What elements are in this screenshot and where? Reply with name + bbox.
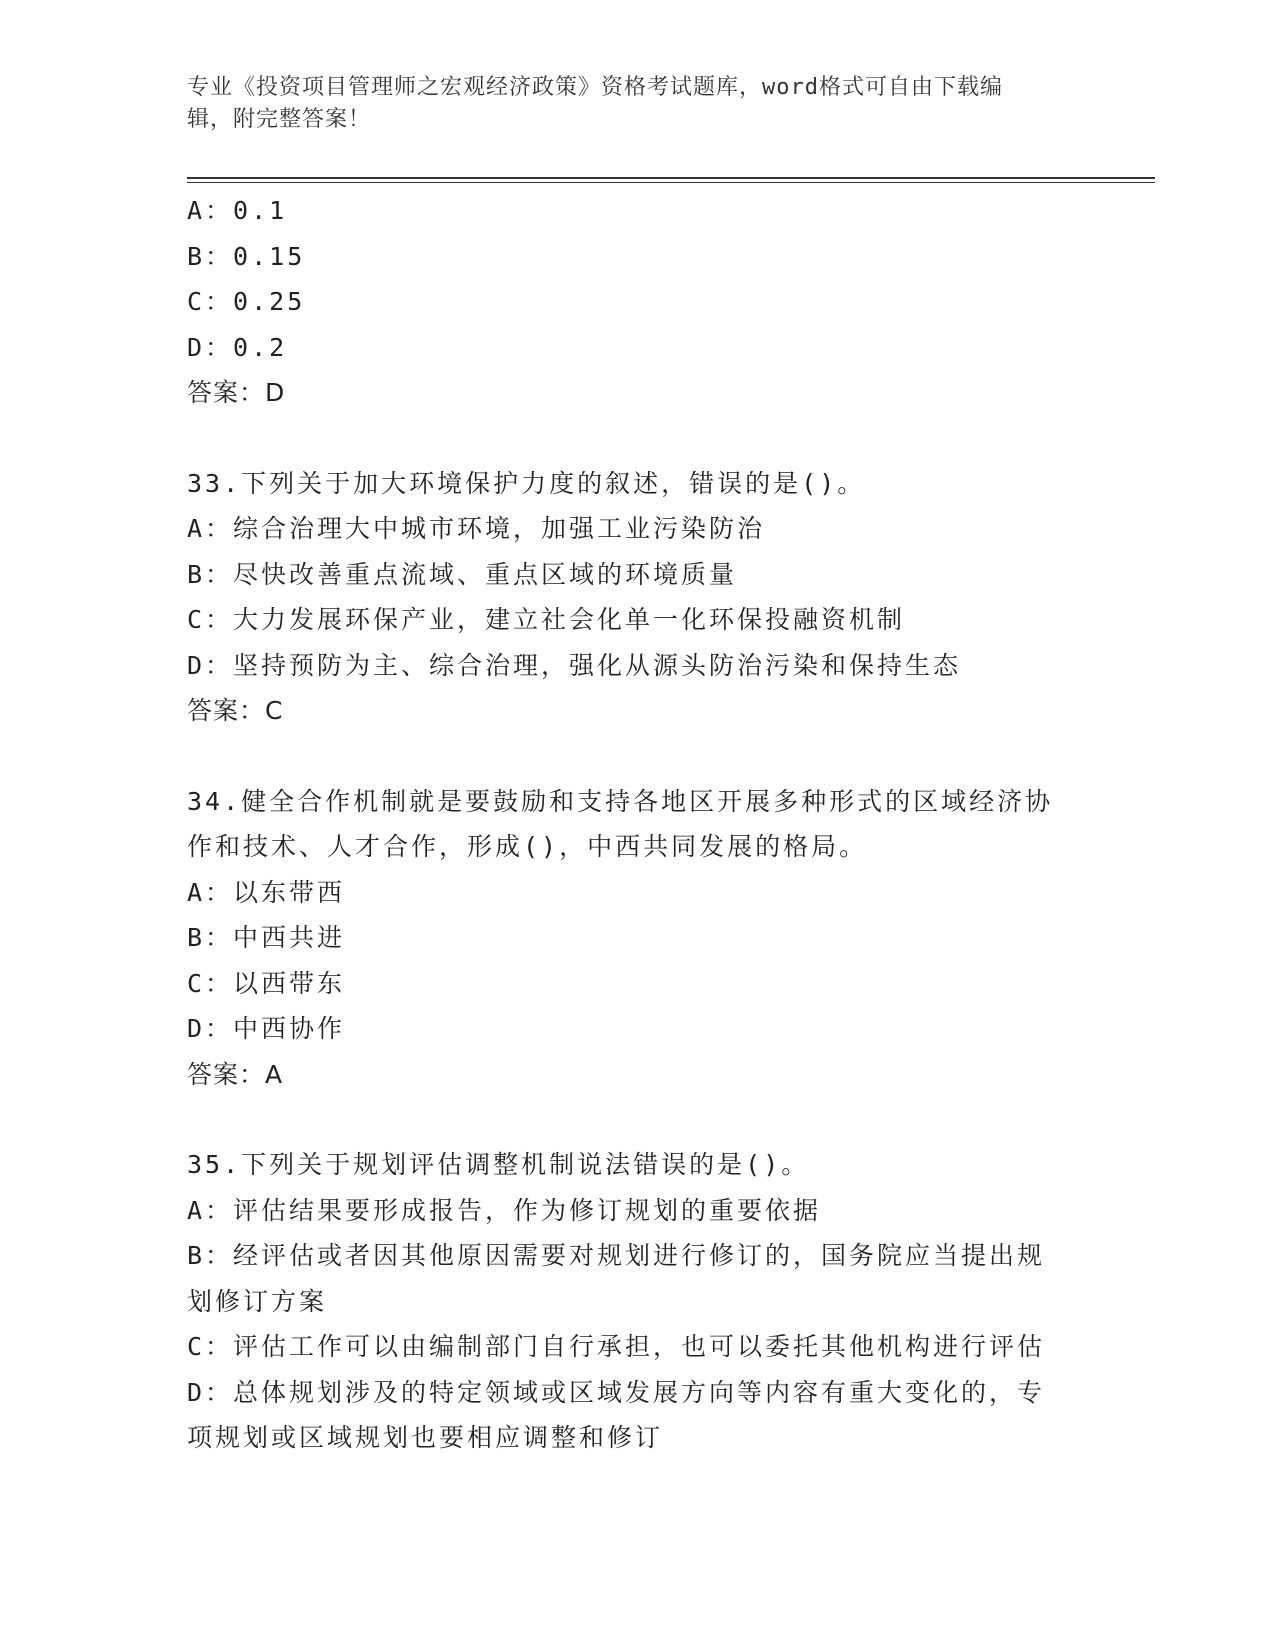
question-34 [187,779,1087,1098]
question-33 [187,461,1087,734]
question-stem-line-2: 作和技术、人才合作，形成()，中西共同发展的格局。 [187,832,868,861]
option-b: B：中西共进 [187,923,346,952]
option-c: C：大力发展环保产业，建立社会化单一化环保投融资机制 [187,605,906,634]
question-35 [187,1142,1087,1461]
option-c: C：评估工作可以由编制部门自行承担，也可以委托其他机构进行评估 [187,1332,1046,1361]
option-c: C：0.25 [187,287,306,316]
question-32 [187,188,1087,416]
option-a: A：综合治理大中城市环境，加强工业污染防治 [187,514,766,543]
question-stem-line-1: 34.健全合作机制就是要鼓励和支持各地区开展多种形式的区域经济协 [187,786,1054,816]
answer: 答案：C [187,696,284,725]
option-c: C：以西带东 [187,968,346,998]
option-b: B：尽快改善重点流域、重点区域的环境质量 [187,559,738,589]
option-d: D：坚持预防为主、综合治理，强化从源头防治污染和保持生态 [187,650,962,680]
spacer [187,1097,1087,1142]
option-a: A：评估结果要形成报告，作为修订规划的重要依据 [187,1195,822,1225]
option-b-line-2: 划修订方案 [187,1286,328,1316]
option-d-line-1: D：总体规划涉及的特定领域或区域发展方向等内容有重大变化的，专 [187,1377,1046,1407]
option-b: B：0.15 [187,241,306,271]
header-divider [187,177,1155,183]
header-line-2: 辑，附完整答案！ [187,107,372,132]
option-d-line-2: 项规划或区域规划也要相应调整和修订 [187,1423,664,1452]
option-d: D：中西协作 [187,1014,346,1043]
option-b-line-1: B：经评估或者因其他原因需要对规划进行修订的，国务院应当提出规 [187,1241,1046,1270]
option-d: D：0.2 [187,332,288,362]
option-a: A：0.1 [187,196,288,225]
question-content [187,188,1087,1461]
spacer [187,734,1087,779]
header-line-1: 专业《投资项目管理师之宏观经济政策》资格考试题库，word格式可自由下载编 [187,75,1003,100]
document-header [187,72,1067,136]
answer: 答案：D [187,378,286,407]
question-stem: 35.下列关于规划评估调整机制说法错误的是()。 [187,1150,810,1179]
spacer [187,416,1087,461]
answer: 答案：A [187,1059,284,1089]
option-a: A：以东带西 [187,877,346,907]
question-stem: 33.下列关于加大环境保护力度的叙述，错误的是()。 [187,468,866,498]
